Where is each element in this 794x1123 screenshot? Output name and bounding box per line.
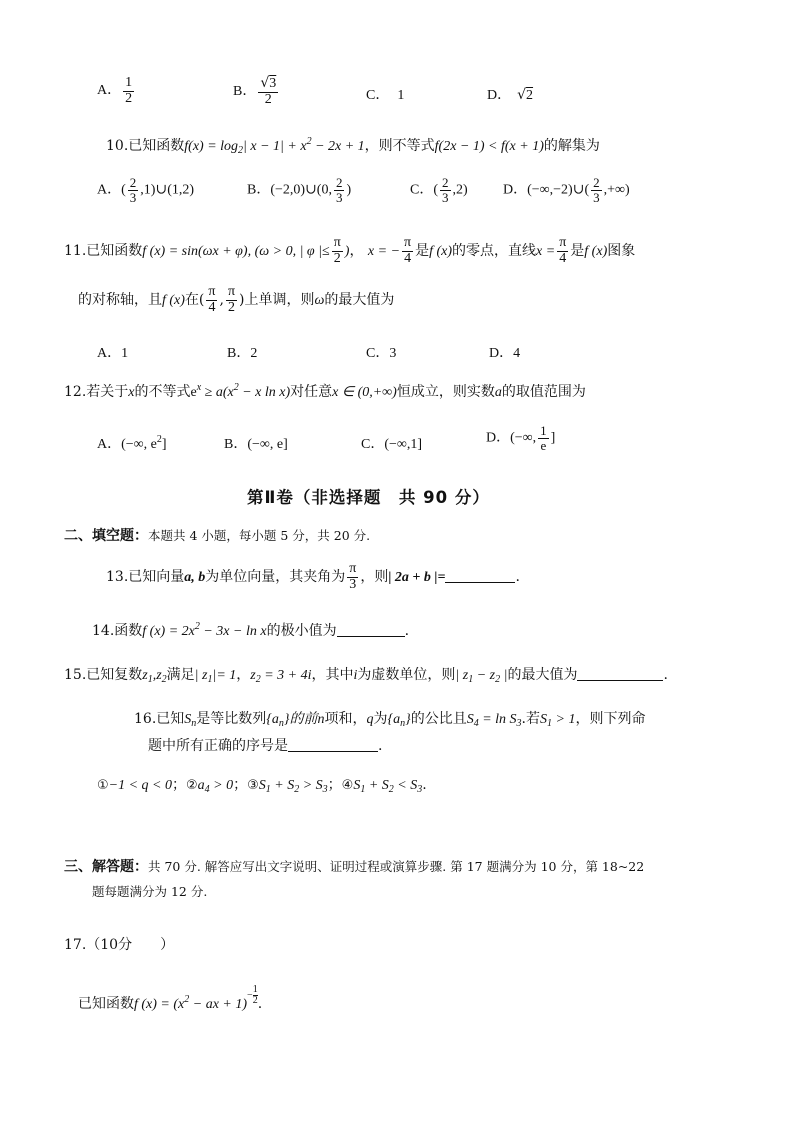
q9-option-b: B． $\frac{√3}{2}$ bbox=[233, 75, 277, 107]
q12-stem: 12.若关于x的不等式$e^x \ge a(x^2 - x$ ln x)对任意x ∈ (0,+∞)恒成立，则实数a的取值范围为 bbox=[64, 382, 586, 400]
section3-desc-line2: 题每题满分为 12 分. bbox=[92, 884, 208, 899]
q13: 13.已知向量a, b为单位向量，其夹角为 $\frac{\pi}{3}$ ，则| 2a + b |= . bbox=[106, 561, 520, 592]
q11-option-d: D．4 bbox=[489, 346, 521, 361]
q12-option-b: B．(−∞, e] bbox=[224, 437, 288, 452]
q11-option-c: C．3 bbox=[366, 346, 397, 361]
q9-options bbox=[97, 76, 136, 106]
q11-stem-line1: 11.已知函数f (x) = sin(ωx + φ), (ω > 0, | φ |≤ $\frac{\pi}{2}$ )， x = − $\frac{\pi}{4}$ 是f (x)的零点，直线x = $\frac{\pi}{4}$ 是f (x)图象 bbox=[64, 235, 636, 266]
q11-stem-line2: 的对称轴，且f (x)在( $\frac{\pi}{4}$ , $\frac{\pi}{2}$ )上单调，则ω的最大值为 bbox=[78, 284, 395, 315]
section2-header: 二、填空题：本题共 4 小题，每小题 5 分，共 20 分. bbox=[64, 528, 371, 544]
q16-options: ①−1 < q < 0；$②a_4 > 0$；$③S_1 + S_2 > S_3$；$④S_1 + S_2 < S_3$. bbox=[97, 777, 427, 795]
q14-answer-blank[interactable] bbox=[337, 622, 405, 637]
q9-option-c: C． 1 bbox=[366, 88, 405, 103]
q10-option-a: A．( $\frac{2}{3}$ ,1)∪(1,2) bbox=[97, 175, 195, 205]
q10-stem: 10.已知函数$f(x) = \log_2|$ $x - 1| + x^2 - 2x + 1$，则不等式f(2x − 1) < f(x + 1)的解集为 bbox=[106, 136, 600, 156]
q9-option-a: A． $\frac{1}{2}$ bbox=[97, 75, 133, 106]
q17-header: 17.（10分 ） bbox=[64, 937, 175, 953]
q17-stem: 已知函数f $(x) = (x^2$ − ax + 1)− $\frac{1}{2}$ . bbox=[78, 984, 263, 1012]
q15-answer-blank[interactable] bbox=[577, 666, 663, 681]
q11-option-b: B．2 bbox=[227, 346, 258, 361]
q16-answer-blank[interactable] bbox=[288, 737, 378, 752]
q16-line1: 16.已知$S_n$是等比数列$\{a_n\}$的前n项和，q为$\{a_n\}$的公比且$S_4 = \ln S_3$.若$S_1 > 1$，则下列命 bbox=[134, 711, 646, 729]
q10-option-b: B．(−2,0)∪(0, $\frac{2}{3}$ ) bbox=[247, 175, 352, 205]
q12-option-d: D．(−∞, $\frac{1}{e}$ ] bbox=[486, 423, 556, 453]
part2-title: 第Ⅱ卷（非选择题 共 90 分） bbox=[247, 488, 490, 507]
q10-option-d: D．(−∞,−2)∪( $\frac{2}{3}$ ,+∞) bbox=[503, 175, 630, 205]
q15: 15.已知复数$z_1,z_2$满足| $z_1|= 1$，$z_2 = 3 + 4i$，其中i为虚数单位，则| $z_1 - z_2$ |的最大值为 . bbox=[64, 667, 668, 685]
q10-option-c: C．( $\frac{2}{3}$ ,2) bbox=[410, 175, 468, 205]
q14: 14.函数f $(x) = 2x^2 - 3x - \ln x$的极小值为 . bbox=[92, 621, 410, 639]
q13-answer-blank[interactable] bbox=[445, 568, 515, 583]
q9-option-d: D． √2 bbox=[487, 87, 534, 103]
q12-option-c: C．(−∞,1] bbox=[361, 437, 423, 452]
q11-option-a: A．1 bbox=[97, 346, 129, 361]
q16-line2: 题中所有正确的序号是 . bbox=[148, 738, 383, 754]
q12-option-a: A．(−∞, $e^2$] bbox=[97, 434, 167, 452]
section3-header: 三、解答题：共 70 分. 解答应写出文字说明、证明过程或演算步骤. 第 17 题满分为 10 分，第 18~22 bbox=[64, 859, 645, 875]
